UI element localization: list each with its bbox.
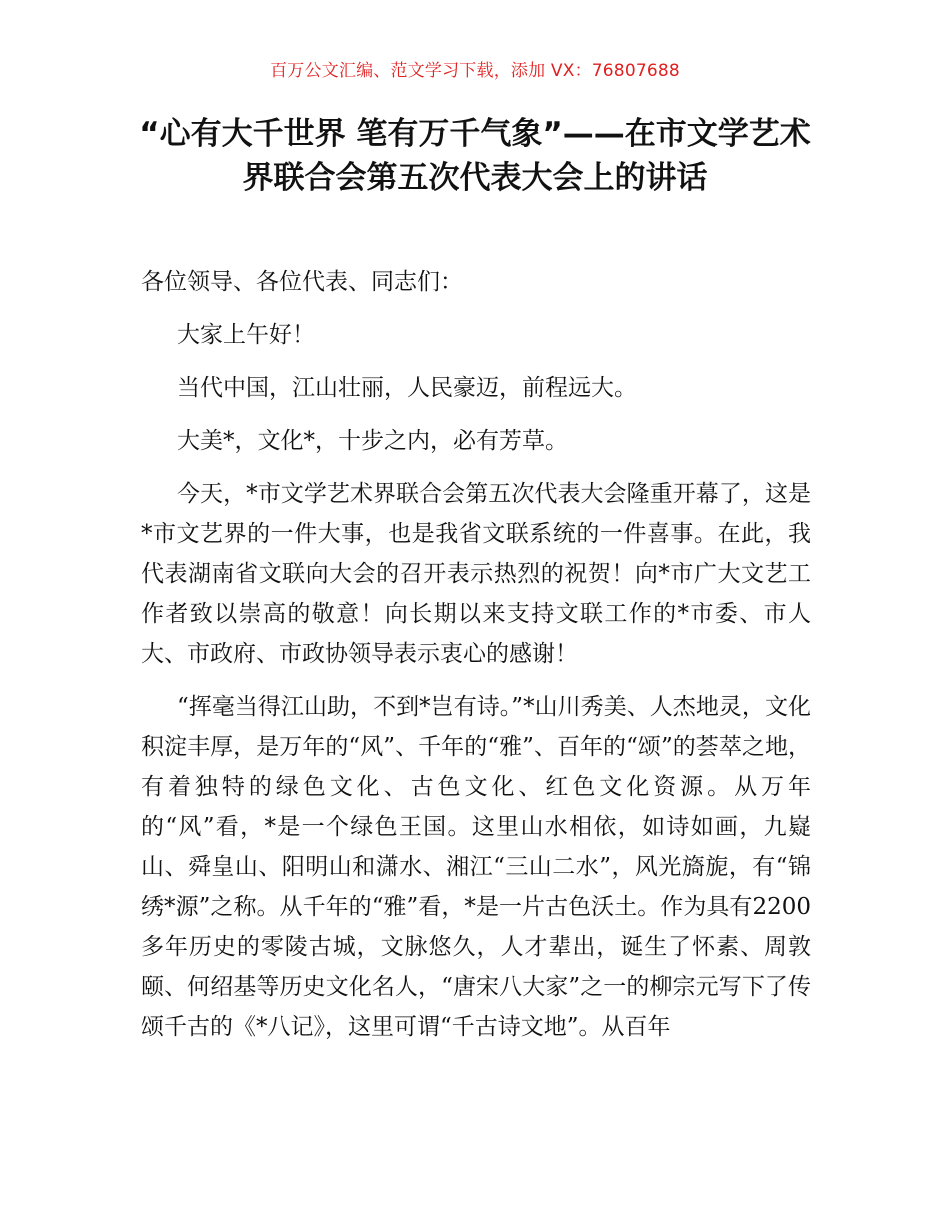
paragraph-opening: 今天，*市文学艺术界联合会第五次代表大会隆重开幕了，这是*市文艺界的一件大事，也是我省文联系统的一件喜事。在此，我代表湖南省文联向大会的召开表示热烈的祝贺！向*市广大文艺工作者致以崇高的敬意！向长期以来支持文联工作的*市委、市人大、市政府、市政协领导表示衷心的感谢！ <box>141 481 811 667</box>
document-title: “心有大千世界 笔有万千气象”——在市文学艺术界联合会第五次代表大会上的讲话 <box>139 116 811 196</box>
salutation: 各位领导、各位代表、同志们： <box>141 269 463 295</box>
document-body <box>141 262 811 1060</box>
watermark-header: 百万公文汇编、范文学习下载，添加 VX：76807688 <box>270 61 680 81</box>
paragraph-greeting: 大家上午好！ <box>177 322 315 348</box>
paragraph-history: “挥毫当得江山助，不到*岂有诗。”*山川秀美、人杰地灵，文化积淀丰厚，是万年的“风”、千年的“雅”、百年的“颂”的荟萃之地，有着独特的绿色文化、古色文化、红色文化资源。从万年的“风”看，*是一个绿色王国。这里山水相依，如诗如画，九嶷山、舜皇山、阳明山和潇水、湘江“三山二水”，风光旖旎，有“锦绣*源”之称。从千年的“雅”看，*是一片古色沃土。作为具有2200多年历史的零陵古城，文脉悠久，人才辈出，诞生了怀素、周敦颐、何绍基等历史文化名人，“唐宋八大家”之一的柳宗元写下了传颂千古的《*八记》，这里可谓“千古诗文地”。从百年 <box>141 694 811 1040</box>
paragraph-china: 当代中国，江山壮丽，人民豪迈，前程远大。 <box>177 375 637 401</box>
paragraph-culture: 大美*，文化*，十步之内，必有芳草。 <box>177 428 568 454</box>
